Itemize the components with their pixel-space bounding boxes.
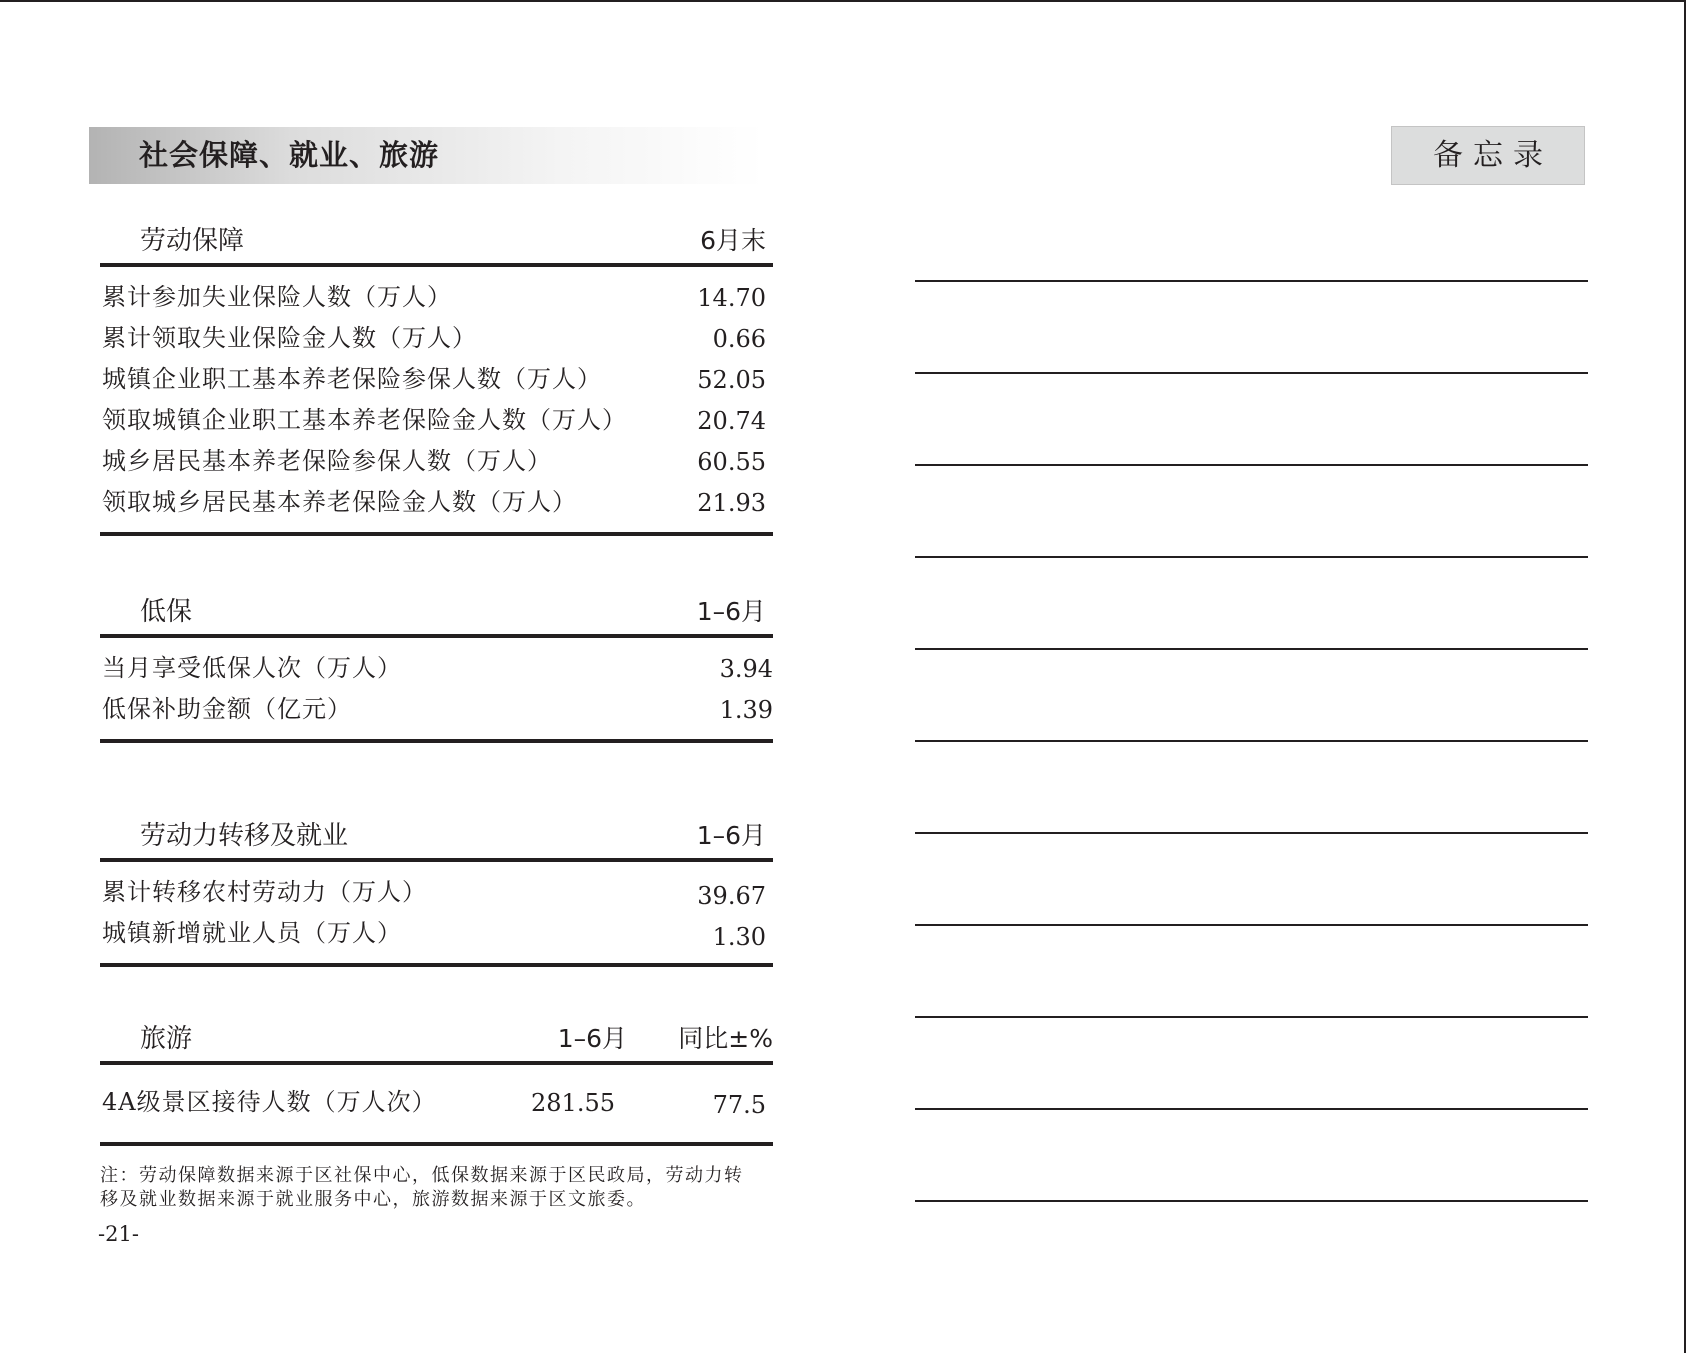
table-row: [100, 1082, 773, 1123]
table-row: [100, 318, 773, 359]
row-value: 52.05: [697, 366, 766, 394]
row-label: 4A级景区接待人数（万人次）: [102, 1088, 437, 1116]
row-value: 60.55: [697, 448, 766, 476]
table-row: [100, 441, 773, 482]
table-category: 低保: [140, 597, 193, 627]
memo-line: [915, 280, 1588, 282]
row-label: 城镇新增就业人员（万人）: [102, 919, 402, 947]
table-period: 1–6月: [696, 597, 766, 626]
row-label: 领取城镇企业职工基本养老保险金人数（万人）: [102, 406, 627, 434]
table-category: 旅游: [140, 1024, 193, 1054]
table-category: 劳动保障: [140, 226, 245, 256]
memo-line: [915, 648, 1588, 650]
footnote: 注：劳动保障数据来源于区社保中心，低保数据来源于区民政局，劳动力转移及就业数据来源于就业服务中心，旅游数据来源于区文旅委。: [100, 1165, 744, 1210]
page-top-border: [0, 0, 1686, 2]
table-header: [100, 1013, 773, 1065]
memo-line: [915, 1200, 1588, 1202]
row-label: 当月享受低保人次（万人）: [102, 654, 402, 682]
row-label: 低保补助金额（亿元）: [102, 695, 352, 723]
tourism-table: [100, 1013, 773, 1146]
table-yoy-header: 同比±%: [678, 1024, 773, 1053]
page-number: -21-: [98, 1222, 139, 1246]
row-value: 281.55: [531, 1089, 615, 1117]
row-value: 3.94: [719, 655, 773, 683]
row-value: 20.74: [697, 407, 766, 435]
labor-security-table: [100, 215, 773, 536]
table-row: [100, 482, 773, 523]
section-banner: [89, 127, 764, 184]
memo-line: [915, 464, 1588, 466]
table-period: 1–6月: [557, 1024, 627, 1053]
row-value: 21.93: [697, 489, 766, 517]
memo-line: [915, 1108, 1588, 1110]
table-row: [100, 648, 773, 689]
memo-line: [915, 740, 1588, 742]
table-body: [100, 638, 773, 743]
row-label: 城镇企业职工基本养老保险参保人数（万人）: [102, 365, 602, 393]
memo-line: [915, 924, 1588, 926]
row-label: 累计领取失业保险金人数（万人）: [102, 324, 477, 352]
table-row: [100, 689, 773, 730]
labor-transfer-table: [100, 810, 773, 967]
table-period: 1–6月: [696, 821, 766, 850]
table-header: [100, 586, 773, 638]
table-row: [100, 913, 773, 954]
table-row: [100, 359, 773, 400]
memo-title: 备忘录: [1391, 126, 1585, 185]
memo-line: [915, 372, 1588, 374]
table-category: 劳动力转移及就业: [140, 821, 349, 851]
row-value: 39.67: [697, 882, 766, 910]
table-body: [100, 862, 773, 967]
table-row: [100, 872, 773, 913]
memo-line: [915, 832, 1588, 834]
memo-line: [915, 556, 1588, 558]
row-label: 城乡居民基本养老保险参保人数（万人）: [102, 447, 552, 475]
table-body: [100, 1065, 773, 1146]
row-label: 累计参加失业保险人数（万人）: [102, 283, 452, 311]
table-body: [100, 267, 773, 536]
memo-line: [915, 1016, 1588, 1018]
row-label: 累计转移农村劳动力（万人）: [102, 878, 427, 906]
table-period: 6月末: [700, 226, 766, 255]
row-label: 领取城乡居民基本养老保险金人数（万人）: [102, 488, 577, 516]
row-yoy-value: 77.5: [712, 1091, 766, 1119]
table-header: [100, 215, 773, 267]
row-value: 1.39: [719, 696, 773, 724]
row-value: 14.70: [697, 284, 766, 312]
section-title: 社会保障、就业、旅游: [139, 138, 440, 172]
row-value: 1.30: [712, 923, 766, 951]
table-row: [100, 277, 773, 318]
row-value: 0.66: [712, 325, 766, 353]
table-header: [100, 810, 773, 862]
table-row: [100, 400, 773, 441]
subsistence-allowance-table: [100, 586, 773, 743]
